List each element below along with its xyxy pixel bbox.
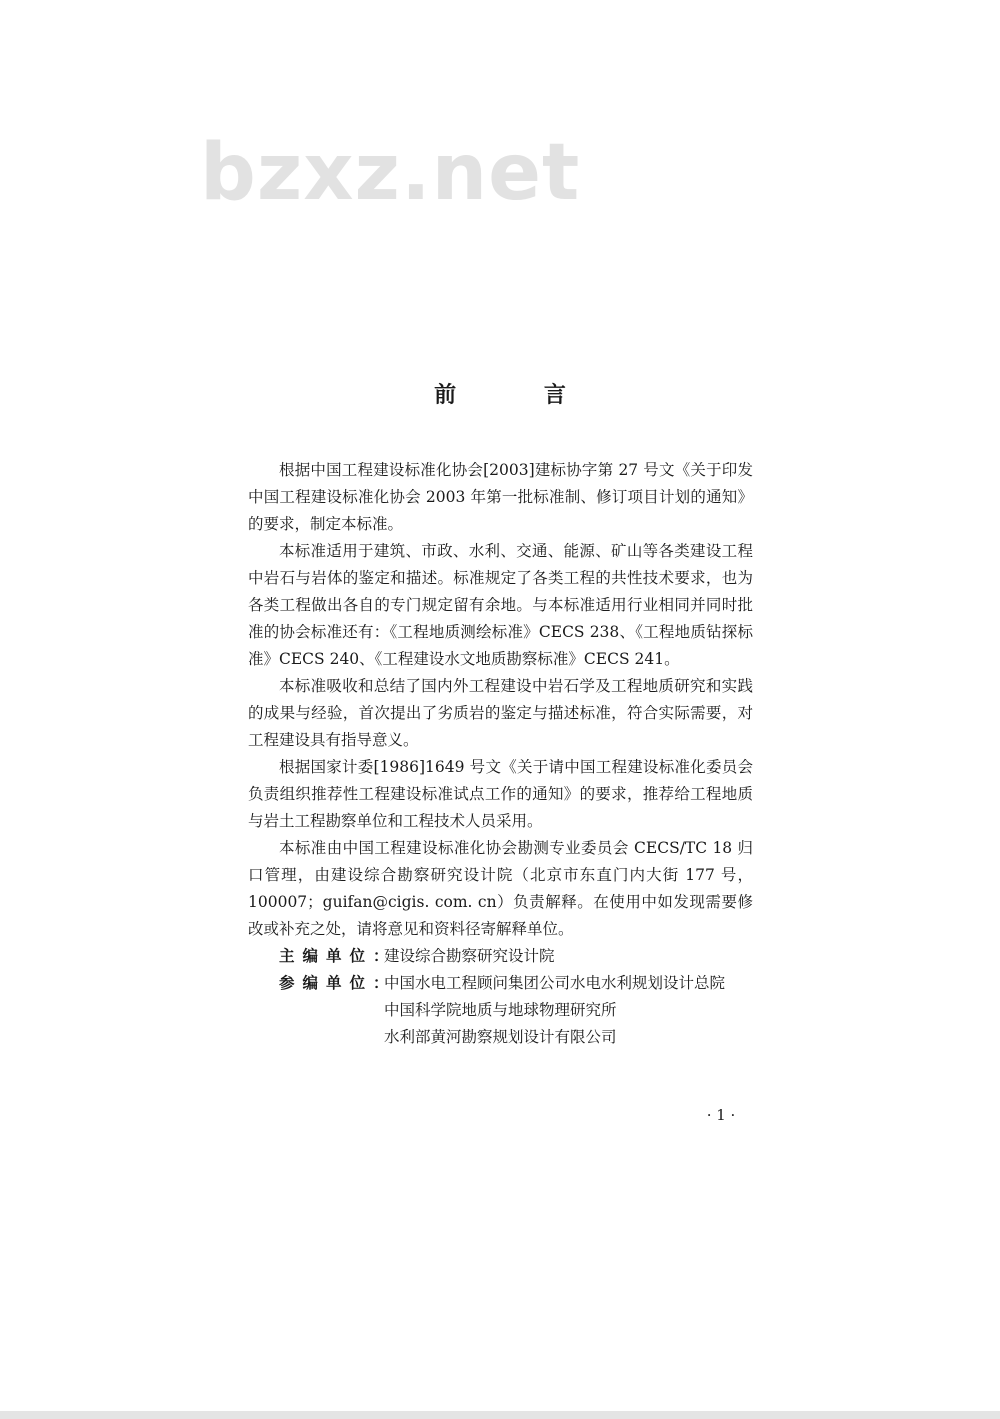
paragraph-4: 根据国家计委[1986]1649 号文《关于请中国工程建设标准化委员会负责组织推荐性工程建设标准试点工作的通知》的要求，推荐给工程地质与岩土工程勘察单位和工程技术人员采用。: [248, 758, 753, 830]
paragraph-3: 本标准吸收和总结了国内外工程建设中岩石学及工程地质研究和实践的成果与经验，首次提出了劣质岩的鉴定与描述标准，符合实际需要，对工程建设具有指导意义。: [248, 677, 753, 749]
paragraph-5: 本标准由中国工程建设标准化协会勘测专业委员会 CECS/TC 18 归口管理，由建设综合勘察研究设计院（北京市东直门内大街 177 号，100007；guifan@cigis. com. cn）负责解释。在使用中如发现需要修改或补充之处，请将意见和资料径寄解释单位。: [248, 839, 753, 938]
page-title: 前 言: [434, 383, 606, 408]
participant-1: 中国水电工程顾问集团公司水电水利规划设计总院: [384, 974, 726, 992]
chief-editor-value: 建设综合勘察研究设计院: [384, 947, 555, 965]
participants-label: 参编单位：: [279, 974, 397, 992]
participant-3: 水利部黄河勘察规划设计有限公司: [384, 1028, 617, 1046]
page-number: · 1 ·: [706, 1106, 736, 1124]
watermark: bzxz.net: [200, 128, 581, 218]
participant-2: 中国科学院地质与地球物理研究所: [384, 1001, 617, 1019]
page-bottom-edge: [0, 1411, 1000, 1419]
chief-editor-label: 主编单位：: [279, 947, 397, 965]
paragraph-1: 根据中国工程建设标准化协会[2003]建标协字第 27 号文《关于印发中国工程建设标准化协会 2003 年第一批标准制、修订项目计划的通知》的要求，制定本标准。: [248, 461, 753, 533]
preface-body: [248, 457, 753, 1051]
participants-row: [279, 970, 753, 1051]
paragraph-2: 本标准适用于建筑、市政、水利、交通、能源、矿山等各类建设工程中岩石与岩体的鉴定和描述。标准规定了各类工程的共性技术要求，也为各类工程做出各自的专门规定留有余地。与本标准适用行业相同并同时批准的协会标准还有：《工程地质测绘标准》CECS 238、《工程地质钻探标准》CECS 240、《工程建设水文地质勘察标准》CECS 241。: [248, 542, 753, 668]
chief-editor-row: [279, 943, 753, 970]
